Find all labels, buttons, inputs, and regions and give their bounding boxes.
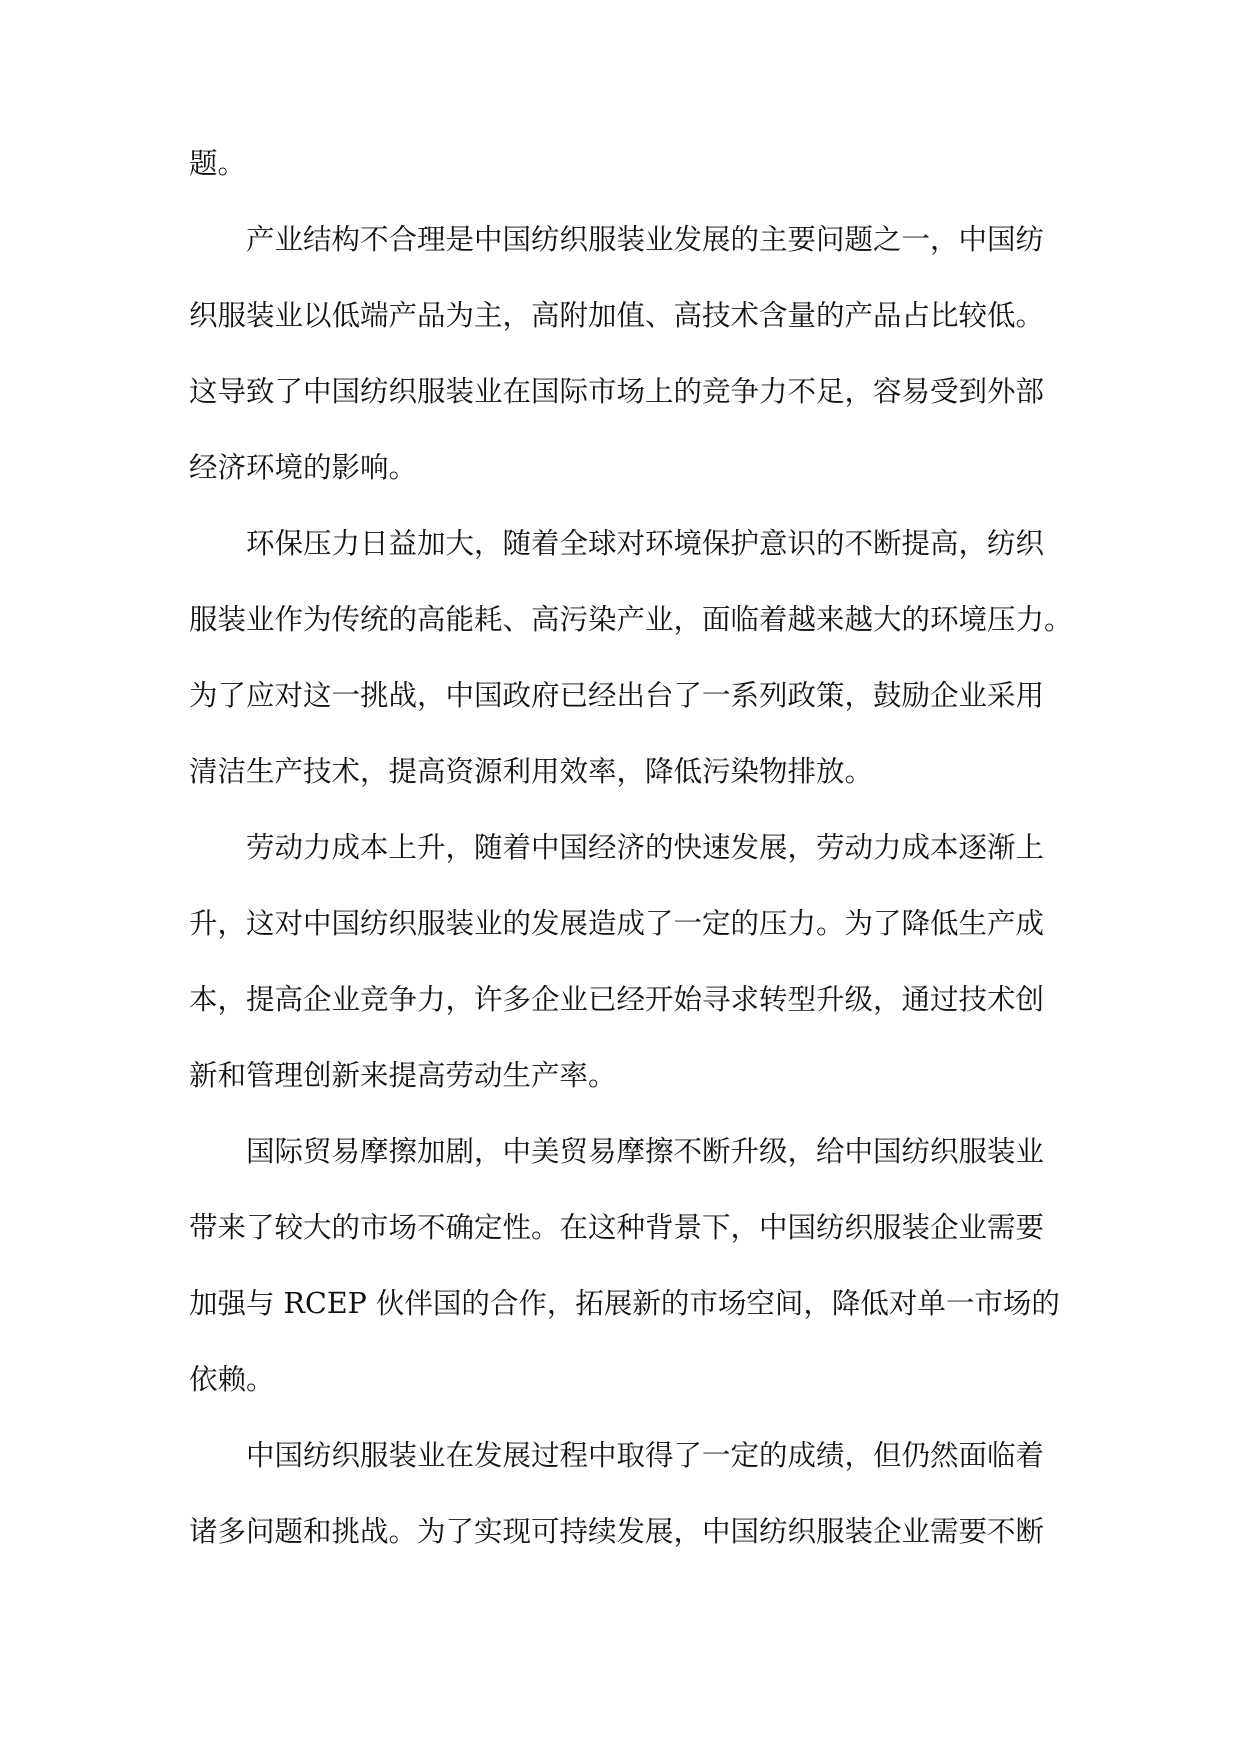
text-line: 这导致了中国纺织服装业在国际市场上的竞争力不足，容易受到外部	[189, 375, 1045, 408]
body-text	[189, 126, 1073, 1570]
text-line: 产业结构不合理是中国纺织服装业发展的主要问题之一，中国纺	[189, 223, 1045, 256]
text-line: 题。	[189, 147, 247, 180]
text-line: 环保压力日益加大，随着全球对环境保护意识的不断提高，纺织	[189, 527, 1045, 560]
text-line: 依赖。	[189, 1363, 275, 1396]
text-line: 国际贸易摩擦加剧，中美贸易摩擦不断升级，给中国纺织服装业	[189, 1135, 1045, 1168]
text-line: 新和管理创新来提高劳动生产率。	[189, 1059, 617, 1092]
text-line: 经济环境的影响。	[189, 451, 418, 484]
text-line: 中国纺织服装业在发展过程中取得了一定的成绩，但仍然面临着	[189, 1439, 1045, 1472]
text-line: 诸多问题和挑战。为了实现可持续发展，中国纺织服装企业需要不断	[189, 1515, 1045, 1548]
text-line: 服装业作为传统的高能耗、高污染产业，面临着越来越大的环境压力。	[189, 603, 1073, 636]
text-line: 为了应对这一挑战，中国政府已经出台了一系列政策，鼓励企业采用	[189, 679, 1045, 712]
text-line: 劳动力成本上升，随着中国经济的快速发展，劳动力成本逐渐上	[189, 831, 1045, 864]
text-line: 本，提高企业竞争力，许多企业已经开始寻求转型升级，通过技术创	[189, 983, 1045, 1016]
text-line: 织服装业以低端产品为主，高附加值、高技术含量的产品占比较低。	[189, 299, 1045, 332]
text-line: 加强与 RCEP 伙伴国的合作，拓展新的市场空间，降低对单一市场的	[189, 1287, 1060, 1320]
text-line: 清洁生产技术，提高资源利用效率，降低污染物排放。	[189, 755, 874, 788]
text-line: 升，这对中国纺织服装业的发展造成了一定的压力。为了降低生产成	[189, 907, 1045, 940]
text-line: 带来了较大的市场不确定性。在这种背景下，中国纺织服装企业需要	[189, 1211, 1045, 1244]
